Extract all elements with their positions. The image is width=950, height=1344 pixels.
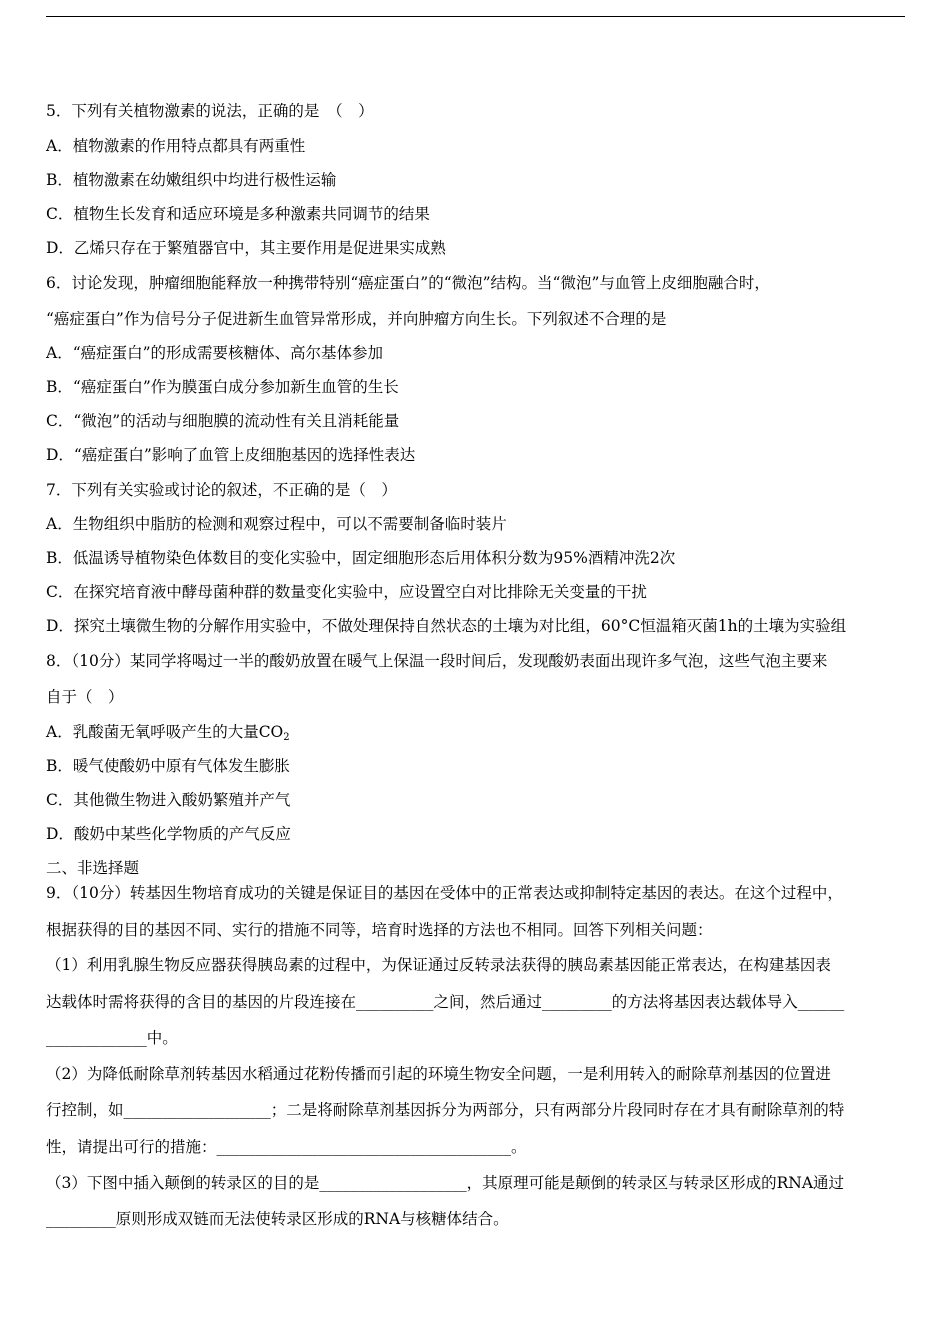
q5-option-b: B．植物激素在幼嫩组织中均进行极性运输	[46, 171, 337, 189]
q8-option-b: B．暖气使酸奶中原有气体发生膨胀	[46, 757, 290, 775]
q9-stem-line-1: 9．（10分）转基因生物培育成功的关键是保证目的基因在受体中的正常表达或抑制特定基因的表达。在这个过程中，	[46, 884, 843, 902]
q6-option-b: B．“癌症蛋白”作为膜蛋白成分参加新生血管的生长	[46, 378, 399, 396]
q9-part3-line-2: _________原则形成双链而无法使转录区形成的RNA与核糖体结合。	[46, 1210, 509, 1228]
q6-option-c: C．“微泡”的活动与细胞膜的流动性有关且消耗能量	[46, 412, 400, 430]
q8-option-d: D．酸奶中某些化学物质的产气反应	[46, 825, 291, 843]
q7-option-b: B．低温诱导植物染色体数目的变化实验中，固定细胞形态后用体积分数为95%酒精冲洗2次	[46, 549, 676, 567]
q9-stem-line-2: 根据获得的目的基因不同、实行的措施不同等，培育时选择的方法也不相同。回答下列相关问题：	[46, 921, 713, 939]
q5-option-c: C．植物生长发育和适应环境是多种激素共同调节的结果	[46, 205, 430, 223]
q5-option-a: A．植物激素的作用特点都具有两重性	[46, 137, 306, 155]
q5-stem: 5．下列有关植物激素的说法，正确的是 （ ）	[46, 102, 374, 120]
section-heading: 二、非选择题	[46, 859, 140, 877]
q9-part2-line-3: 性，请提出可行的措施：______________________________________。	[46, 1138, 527, 1156]
q8-option-a	[46, 722, 290, 748]
q9-part1-line-1: （1）利用乳腺生物反应器获得胰岛素的过程中，为保证通过反转录法获得的胰岛素基因能正常表达，在构建基因表	[46, 956, 831, 974]
q6-option-d: D．“癌症蛋白”影响了血管上皮细胞基因的选择性表达	[46, 446, 416, 464]
q6-option-a: A．“癌症蛋白”的形成需要核糖体、高尔基体参加	[46, 344, 384, 362]
q7-stem: 7．下列有关实验或讨论的叙述，不正确的是（ ）	[46, 481, 397, 499]
header-rule	[46, 16, 905, 17]
q9-part2-line-2: 行控制，如___________________；二是将耐除草剂基因拆分为两部分，只有两部分片段同时存在才具有耐除草剂的特	[46, 1101, 845, 1119]
q9-part1-line-2: 达载体时需将获得的含目的基因的片段连接在__________之间，然后通过_________的方法将基因表达载体导入______	[46, 993, 845, 1011]
q7-option-a: A．生物组织中脂肪的检测和观察过程中，可以不需要制备临时装片	[46, 515, 507, 533]
q9-part1-line-3: _____________中。	[46, 1029, 178, 1047]
q7-option-d: D．探究土壤微生物的分解作用实验中，不做处理保持自然状态的土壤为对比组，60°C恒温箱灭菌1h的土壤为实验组	[46, 617, 847, 635]
q8-stem-line-2: 自于（ ）	[46, 688, 124, 706]
q8-stem-line-1: 8．（10分）某同学将喝过一半的酸奶放置在暖气上保温一段时间后，发现酸奶表面出现许多气泡，这些气泡主要来	[46, 652, 828, 670]
q9-part2-line-1: （2）为降低耐除草剂转基因水稻通过花粉传播而引起的环境生物安全问题，一是利用转入的耐除草剂基因的位置进	[46, 1065, 831, 1083]
q8-option-a-text: A．乳酸菌无氧呼吸产生的大量CO	[46, 723, 284, 741]
q8-option-a-subscript: 2	[283, 732, 290, 743]
q6-stem-line-2: “癌症蛋白”作为信号分子促进新生血管异常形成，并向肿瘤方向生长。下列叙述不合理的是	[46, 310, 667, 328]
q8-option-c: C．其他微生物进入酸奶繁殖并产气	[46, 791, 291, 809]
q7-option-c: C．在探究培育液中酵母菌种群的数量变化实验中，应设置空白对比排除无关变量的干扰	[46, 583, 647, 601]
q5-option-d: D．乙烯只存在于繁殖器官中，其主要作用是促进果实成熟	[46, 239, 446, 257]
q6-stem-line-1: 6．讨论发现，肿瘤细胞能释放一种携带特别“癌症蛋白”的“微泡”结构。当“微泡”与血管上皮细胞融合时，	[46, 274, 770, 292]
q9-part3-line-1: （3）下图中插入颠倒的转录区的目的是___________________，其原理可能是颠倒的转录区与转录区形成的RNA通过	[46, 1174, 845, 1192]
